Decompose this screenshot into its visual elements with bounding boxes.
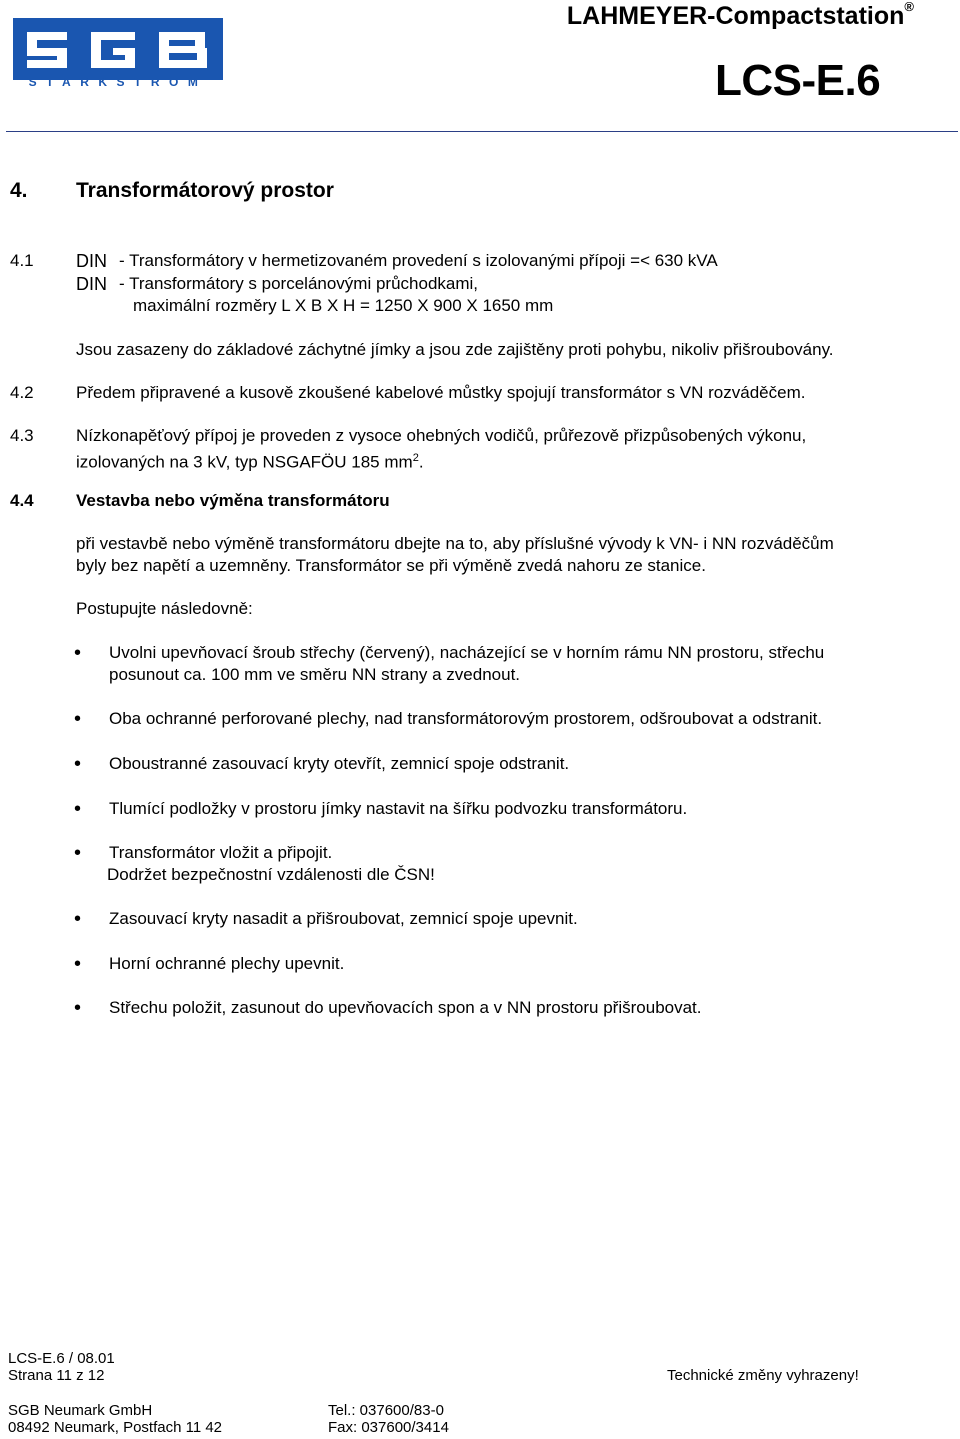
subsection-number-4-3: 4.3 xyxy=(10,426,34,445)
list-item-continuation: Dodržet bezpečnostní vzdálenosti dle ČSN! xyxy=(107,865,435,884)
subsection-number-4-2: 4.2 xyxy=(10,383,34,402)
footer-company: SGB Neumark GmbH xyxy=(8,1402,153,1419)
product-name: LAHMEYER-Compactstation® xyxy=(566,0,914,30)
s42-text: Předem připravené a kusově zkoušené kabelové můstky spojují transformátor s VN rozváděčem. xyxy=(76,383,806,402)
s41-paragraph: Jsou zasazeny do základové záchytné jímky a jsou zde zajištěny proti pohybu, nikoliv přišroubovány. xyxy=(76,340,834,359)
s43-line1: Nízkonapěťový přípoj je proveden z vysoce ohebných vodičů, průřezově přizpůsobených výkonu, xyxy=(76,426,807,445)
list-item: Horní ochranné plechy upevnit. xyxy=(109,954,345,973)
section-number: 4. xyxy=(10,179,28,202)
din-label: DIN xyxy=(76,274,107,294)
list-item: Uvolni upevňovací šroub střechy (červený), nacházející se v horním rámu NN prostoru, střechu xyxy=(109,643,825,662)
footer-page-number: Strana 11 z 12 xyxy=(8,1367,105,1384)
bullet-icon: • xyxy=(74,953,82,975)
superscript: 2 xyxy=(412,452,419,464)
bullet-icon: • xyxy=(74,997,82,1019)
header-divider xyxy=(6,131,958,132)
s44-title: Vestavba nebo výměna transformátoru xyxy=(76,491,390,510)
s41-line3: maximální rozměry L X B X H = 1250 X 900 X 1650 mm xyxy=(133,296,554,315)
footer-address: 08492 Neumark, Postfach 11 42 xyxy=(8,1419,223,1436)
registered-mark: ® xyxy=(904,0,914,14)
s44-para2: Postupujte následovně: xyxy=(76,599,253,618)
list-item: Oboustranné zasouvací kryty otevřít, zemnicí spoje odstranit. xyxy=(109,754,570,773)
bullet-icon: • xyxy=(74,642,82,664)
footer-doc-ref: LCS-E.6 / 08.01 xyxy=(8,1350,115,1367)
s44-para1-line1: při vestavbě nebo výměně transformátoru dbejte na to, aby příslušné vývody k VN- i NN rozváděčům xyxy=(76,534,834,553)
list-item-continuation: posunout ca. 100 mm ve směru NN strany a zvednout. xyxy=(109,665,521,684)
subsection-number-4-1: 4.1 xyxy=(10,251,34,270)
subsection-number-4-4: 4.4 xyxy=(10,491,34,510)
s43-line2: izolovaných na 3 kV, typ NSGAFÖU 185 $mm^2$. xyxy=(76,452,424,472)
list-item: Střechu položit, zasunout do upevňovacích spon a v NN prostoru přišroubovat. xyxy=(109,998,702,1017)
s41-line1: - Transformátory v hermetizovaném provedení s izolovanými přípoji =< 630 kVA xyxy=(119,251,718,270)
bullet-icon: • xyxy=(74,753,82,775)
footer-fax: Fax: 037600/3414 xyxy=(328,1419,449,1436)
bullet-icon: • xyxy=(74,842,82,864)
s44-para1-line2: byly bez napětí a uzemněny. Transformátor se při výměně zvedá nahoru ze stanice. xyxy=(76,556,706,575)
bullet-icon: • xyxy=(74,708,82,730)
list-item: Tlumící podložky v prostoru jímky nastavit na šířku podvozku transformátoru. xyxy=(109,799,688,818)
bullet-icon: • xyxy=(74,798,82,820)
list-item: Oba ochranné perforované plechy, nad transformátorovým prostorem, odšroubovat a odstranit. xyxy=(109,709,823,728)
footer-phone: Tel.: 037600/83-0 xyxy=(328,1402,444,1419)
section-title: Transformátorový prostor xyxy=(76,179,334,202)
bullet-icon: • xyxy=(74,908,82,930)
list-item: Zasouvací kryty nasadit a přišroubovat, zemnicí spoje upevnit. xyxy=(109,909,578,928)
s41-line2: - Transformátory s porcelánovými průchodkami, xyxy=(119,274,479,293)
din-label: DIN xyxy=(76,251,107,271)
logo-subtext: STARKSTROM xyxy=(28,75,208,88)
document-code: LCS-E.6 xyxy=(715,56,881,105)
list-item: Transformátor vložit a připojit. xyxy=(109,843,333,862)
sgb-starkstrom-logo xyxy=(13,18,223,88)
footer-notice: Technické změny vyhrazeny! xyxy=(667,1367,859,1384)
